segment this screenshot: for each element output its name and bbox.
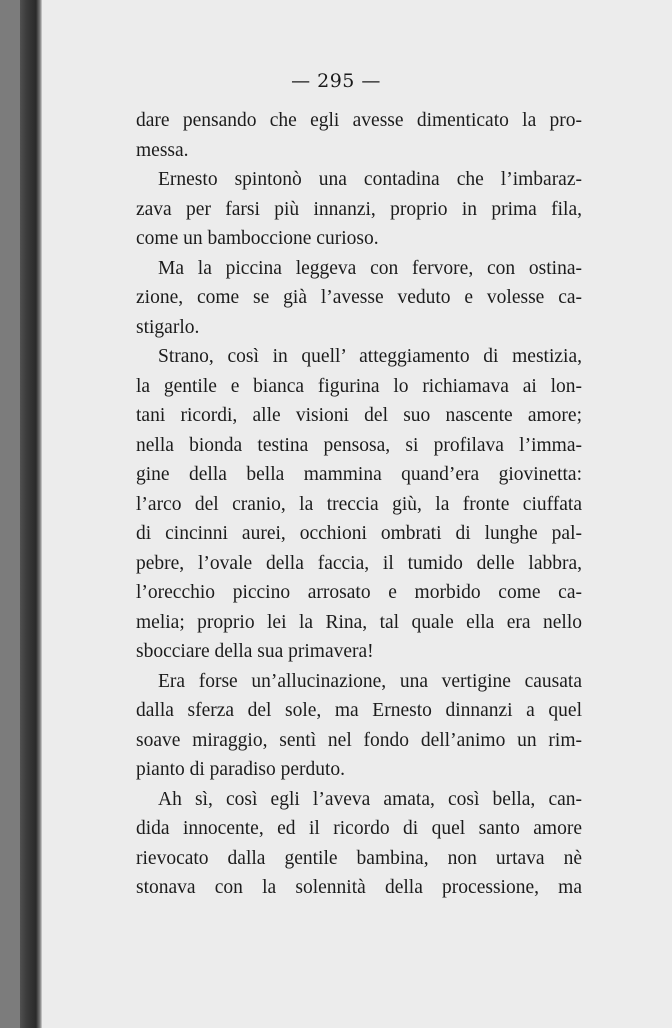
text-line: melia; proprio lei la Rina, tal quale ella era nello — [136, 611, 582, 633]
text-line: Strano, così in quell’ atteggiamento di mestizia, — [158, 346, 582, 367]
text-line: di cincinni aurei, occhioni ombrati di lunghe pal- — [136, 523, 582, 544]
text-line: Ah sì, così egli l’aveva amata, così bella, can- — [158, 788, 582, 810]
text-line: soave miraggio, sentì nel fondo dell’animo un rim- — [136, 729, 582, 751]
text-line: rievocato dalla gentile bambina, non urtava nè — [136, 847, 582, 869]
text-line: tani ricordi, alle visioni del suo nascente amore; — [136, 405, 582, 426]
text-line: dida innocente, ed il ricordo di quel santo amore — [136, 818, 582, 839]
text-line: sbocciare della sua primavera! — [136, 641, 374, 662]
text-line: Ernesto spintonò una contadina che l’imbaraz- — [158, 169, 582, 190]
text-line: zava per farsi più innanzi, proprio in prima fila, — [136, 198, 582, 220]
text-line: pianto di paradiso perduto. — [136, 759, 346, 780]
text-line: pebre, l’ovale della faccia, il tumido delle labbra, — [136, 552, 582, 574]
text-line: l’orecchio piccino arrosato e morbido come ca- — [136, 582, 582, 603]
text-line: Era forse un’allucinazione, una vertigine causata — [158, 670, 582, 692]
text-line: l’arco del cranio, la treccia giù, la fronte ciuffata — [136, 493, 582, 515]
text-line: nella bionda testina pensosa, si profilava l’imma- — [136, 434, 582, 456]
text-line: come un bamboccione curioso. — [136, 228, 379, 249]
page-edge — [0, 0, 20, 1028]
text-line: messa. — [136, 139, 189, 161]
text-line: gine della bella mammina quand’era giovinetta: — [136, 464, 582, 485]
text-line: stonava con la solennità della processione, ma — [136, 877, 582, 898]
text-line: stigarlo. — [136, 316, 200, 338]
text-line: zione, come se già l’avesse veduto e volesse ca- — [136, 287, 582, 308]
page-number: — 295 — — [291, 70, 381, 92]
text-line: Ma la piccina leggeva con fervore, con ostina- — [158, 257, 582, 279]
text-line: dalla sferza del sole, ma Ernesto dinnanzi a quel — [136, 700, 582, 721]
text-line: la gentile e bianca figurina lo richiamava ai lon- — [136, 375, 582, 397]
text-line: dare pensando che egli avesse dimenticato la pro- — [136, 110, 582, 131]
body-text — [136, 106, 582, 903]
